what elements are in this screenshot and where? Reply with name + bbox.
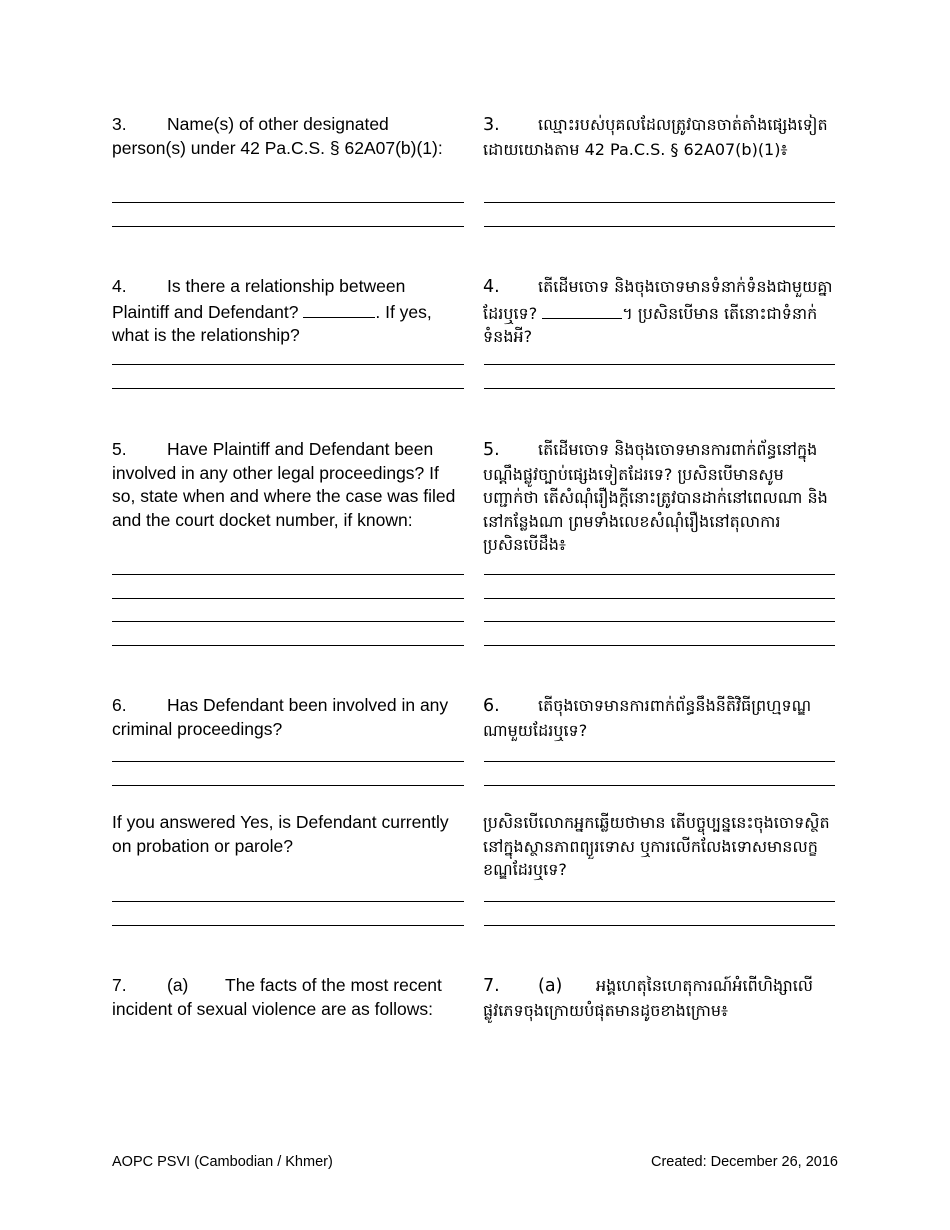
q6-followup-english xyxy=(112,811,466,858)
q3-number-khmer: 3. xyxy=(483,115,500,135)
q4-khmer-text-b: ។ ប្រសិនបើមាន តើនោះជាទំនាក់ទំនងអី? xyxy=(483,303,818,346)
q5-answer-line-khmer-2[interactable] xyxy=(484,598,835,599)
q5-number: 5. xyxy=(112,439,127,459)
q4-answer-line-2[interactable] xyxy=(112,388,464,389)
q4-number-khmer: 4. xyxy=(483,277,500,297)
q5-english xyxy=(112,438,466,532)
q7-number: 7. xyxy=(112,975,127,995)
q5-answer-line-khmer-3[interactable] xyxy=(484,621,835,622)
footer-form-id: AOPC PSVI (Cambodian / Khmer) xyxy=(112,1154,333,1170)
q7-english xyxy=(112,974,466,1021)
q3-khmer xyxy=(483,113,837,161)
q3-khmer-text: ឈ្មោះរបស់បុគលដែលត្រូវបានចាត់តាំងផ្សេងទៀត ដោយយោងតាម 42 Pa.C.S. § 62A07(b)(1)៖ xyxy=(483,115,828,159)
q3-answer-line-2[interactable] xyxy=(112,226,464,227)
q4-english-text-b: . If yes, what is the relationship? xyxy=(112,301,432,345)
q5-answer-line-3[interactable] xyxy=(112,621,464,622)
q4-relationship-blank-khmer[interactable] xyxy=(542,300,622,319)
q7-khmer xyxy=(483,974,837,1022)
q6-number: 6. xyxy=(112,695,127,715)
q6-followup-line-khmer-2[interactable] xyxy=(484,925,835,926)
q6-followup-khmer-text: ប្រសិនបើលោកអ្នកឆ្លើយថាមាន តើបច្ចុប្បន្ននេះចុងចោទស្ថិតនៅក្នុងស្ថានភាពព្យួរទោស ឬការលើកលែងទោសមានលក្ខខណ្ឌដែរឬទេ? xyxy=(483,813,830,879)
q3-answer-line-1[interactable] xyxy=(112,202,464,203)
q4-english-text-a: Is there a relationship between Plaintiff and Defendant? xyxy=(112,276,406,322)
q6-answer-line-2[interactable] xyxy=(112,785,464,786)
q4-khmer xyxy=(483,275,837,349)
q6-khmer-text: តើចុងចោទមានការពាក់ព័ន្ធនឹងនីតិវិធីព្រហ្មទណ្ឌណាមួយដែរឬទេ? xyxy=(483,696,812,740)
q7-khmer-text: អង្គហេតុនៃហេតុការណ៍អំពើហិង្សាលើផ្លូវភេទចុងក្រោយបំផុតមានដូចខាងក្រោម៖ xyxy=(483,976,814,1020)
q4-khmer-text-a: តើដើមចោទ និងចុងចោទមានទំនាក់ទំនងជាមួយគ្នាដែរឬទេ? xyxy=(483,277,833,323)
q4-answer-line-khmer-2[interactable] xyxy=(484,388,835,389)
q6-english xyxy=(112,694,466,741)
q5-answer-line-2[interactable] xyxy=(112,598,464,599)
q5-answer-line-khmer-4[interactable] xyxy=(484,645,835,646)
q4-english xyxy=(112,275,466,348)
q5-answer-line-khmer-1[interactable] xyxy=(484,574,835,575)
q4-number: 4. xyxy=(112,276,127,296)
q6-answer-line-khmer-1[interactable] xyxy=(484,761,835,762)
q4-answer-line-1[interactable] xyxy=(112,364,464,365)
q7-subitem: (a) xyxy=(167,975,189,995)
q3-answer-line-khmer-1[interactable] xyxy=(484,202,835,203)
q6-answer-line-khmer-2[interactable] xyxy=(484,785,835,786)
footer-created-date: Created: December 26, 2016 xyxy=(651,1154,838,1170)
q6-english-text: Has Defendant been involved in any criminal proceedings? xyxy=(112,695,449,739)
q6-followup-line-1[interactable] xyxy=(112,901,464,902)
q3-answer-line-khmer-2[interactable] xyxy=(484,226,835,227)
q3-english xyxy=(112,113,466,160)
q6-answer-line-1[interactable] xyxy=(112,761,464,762)
q3-number: 3. xyxy=(112,114,127,134)
q7-english-text: The facts of the most recent incident of sexual violence are as follows: xyxy=(112,975,442,1019)
q6-followup-english-text: If you answered Yes, is Defendant currently on probation or parole? xyxy=(112,812,449,856)
q4-relationship-blank[interactable] xyxy=(303,299,375,318)
q3-english-text: Name(s) of other designated person(s) under 42 Pa.C.S. § 62A07(b)(1): xyxy=(112,114,443,158)
q4-answer-line-khmer-1[interactable] xyxy=(484,364,835,365)
q6-followup-line-2[interactable] xyxy=(112,925,464,926)
q5-answer-line-1[interactable] xyxy=(112,574,464,575)
q5-khmer xyxy=(483,438,837,557)
q5-answer-line-4[interactable] xyxy=(112,645,464,646)
q6-khmer xyxy=(483,694,837,742)
q5-english-text: Have Plaintiff and Defendant been involved in any other legal proceedings? If so, state when and where the case was filed and the court docket number, if known: xyxy=(112,439,456,530)
q6-number-khmer: 6. xyxy=(483,696,500,716)
q6-followup-khmer xyxy=(483,811,837,882)
q7-number-khmer: 7. xyxy=(483,976,500,996)
q6-followup-line-khmer-1[interactable] xyxy=(484,901,835,902)
q5-khmer-text: តើដើមចោទ និងចុងចោទមានការពាក់ព័ន្ធនៅក្នុងបណ្តឹងផ្លូវច្បាប់ផ្សេងទៀតដែរទេ? ប្រសិនបើមានសូមបញ្ជាក់ថា តើសំណុំរឿងក្តីនោះត្រូវបានដាក់នៅពេលណា និងនៅកន្លែងណា ព្រមទាំងលេខសំណុំរឿងនៅតុលាការ ប្រសិនបើដឹង៖ xyxy=(483,440,828,554)
q7-subitem-khmer: (a) xyxy=(538,976,563,996)
q5-number-khmer: 5. xyxy=(483,440,500,460)
